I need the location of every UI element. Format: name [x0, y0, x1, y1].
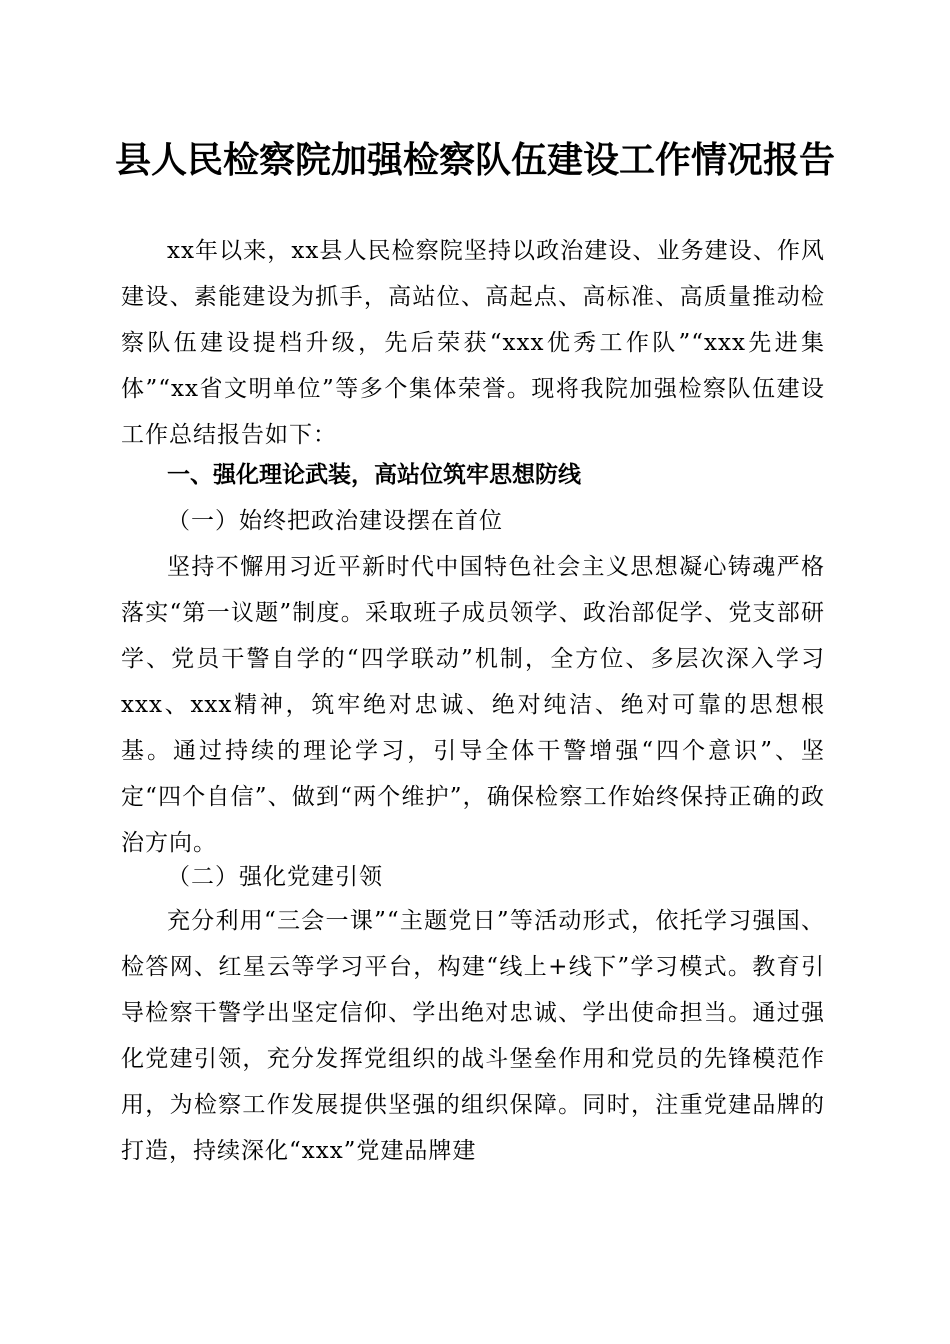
- intro-paragraph: xx年以来，xx县人民检察院坚持以政治建设、业务建设、作风建设、素能建设为抓手，高站位、高起点、高标准、高质量推动检察队伍建设提档升级，先后荣获“xxx优秀工作队”“xxx先进集体”“xx省文明单位”等多个集体荣誉。现将我院加强检察队伍建设工作总结报告如下：: [121, 238, 825, 448]
- document-title: 县人民检察院加强检察队伍建设工作情况报告: [114, 139, 835, 181]
- subsection-heading-2: （二）强化党建引领: [167, 864, 383, 890]
- subsection-1-body: 坚持不懈用习近平新时代中国特色社会主义思想凝心铸魂严格落实“第一议题”制度。采取班子成员领学、政治部促学、党支部研学、党员干警自学的“四学联动”机制，全方位、多层次深入学习xxx、xxx精神，筑牢绝对忠诚、绝对纯洁、绝对可靠的思想根基。通过持续的理论学习，引导全体干警增强“四个意识”、坚定“四个自信”、做到“两个维护”，确保检察工作始终保持正确的政治方向。: [121, 554, 825, 856]
- section-heading-1: 一、强化理论武装，高站位筑牢思想防线: [167, 462, 581, 488]
- subsection-heading-1: （一）始终把政治建设摆在首位: [167, 508, 503, 534]
- subsection-2-body: 充分利用“三会一课”“主题党日”等活动形式，依托学习强国、检答网、红星云等学习平台，构建“线上+线下”学习模式。教育引导检察干警学出坚定信仰、学出绝对忠诚、学出使命担当。通过强化党建引领，充分发挥党组织的战斗堡垒作用和党员的先锋模范作用，为检察工作发展提供坚强的组织保障。同时，注重党建品牌的打造，持续深化“xxx”党建品牌建: [121, 908, 825, 1164]
